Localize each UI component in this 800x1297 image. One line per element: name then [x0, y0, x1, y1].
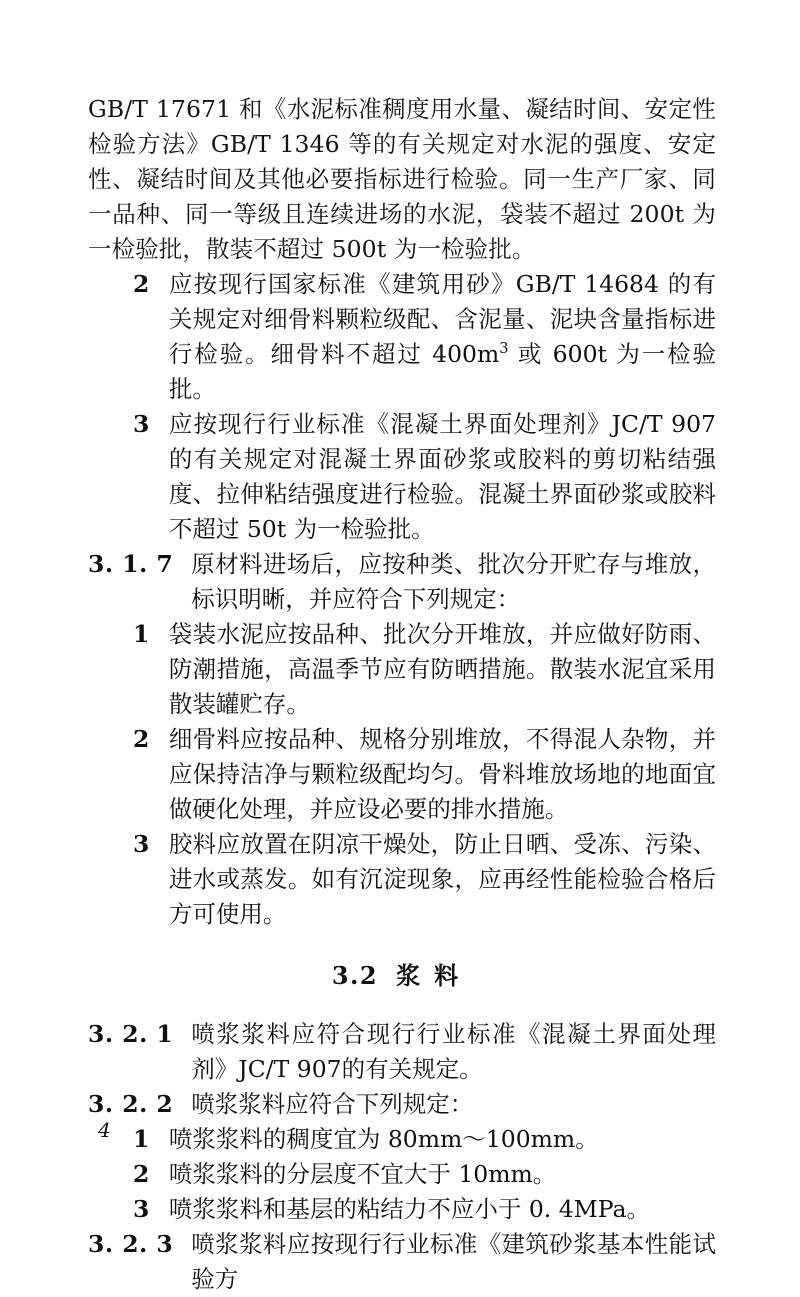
list-item-text: 喷浆浆料和基层的粘结力不应小于 0. 4MPa。	[168, 1195, 651, 1223]
page-number: 4	[98, 1118, 111, 1142]
section-number: 3.2	[331, 961, 379, 990]
list-item-text: 胶料应放置在阴凉干燥处，防止日晒、受冻、污染、进水或蒸发。如有沉淀现象，应再经性能检验合格后方可使用。	[168, 830, 716, 928]
list-item-number: 1	[133, 620, 150, 648]
list-item-text	[169, 267, 716, 407]
list-item-text-part-2: 或 600t 为一检验批。	[168, 340, 716, 403]
clause-text: 喷浆浆料应符合下列规定：	[191, 1090, 474, 1118]
section-heading-3-2	[88, 958, 716, 993]
list-item-number: 2	[133, 270, 150, 298]
list-item-3-2-2-1	[88, 1122, 716, 1157]
clause-3-2-1	[88, 1017, 716, 1087]
list-item-number: 2	[133, 725, 150, 753]
list-item-number: 1	[133, 1125, 150, 1153]
list-item-text: 喷浆浆料的稠度宜为 80mm～100mm。	[168, 1125, 599, 1153]
list-item-3-1-6-3	[88, 407, 716, 547]
list-item-3-1-6-2	[88, 267, 716, 407]
clause-number: 3. 1. 7	[88, 550, 174, 578]
list-item-text: 应按现行行业标准《混凝土界面处理剂》JC/T 907 的有关规定对混凝土界面砂浆或胶料的剪切粘结强度、拉伸粘结强度进行检验。混凝土界面砂浆或胶料不超过 50t 为一检验批。	[168, 410, 716, 543]
clause-text: 原材料进场后，应按种类、批次分开贮存与堆放，标识明晰，并应符合下列规定：	[191, 550, 716, 613]
clause-3-1-7	[88, 547, 716, 617]
list-item-text: 喷浆浆料的分层度不宜大于 10mm。	[168, 1160, 557, 1188]
list-item-number: 3	[133, 1195, 150, 1223]
clause-number: 3. 2. 3	[88, 1230, 174, 1258]
page-content	[88, 92, 716, 1297]
section-title: 浆料	[396, 961, 473, 990]
list-item-3-1-7-3	[88, 827, 716, 932]
list-item-number: 2	[133, 1160, 150, 1188]
list-item-number: 3	[133, 830, 150, 858]
clause-3-2-2	[88, 1087, 716, 1122]
clause-number: 3. 2. 2	[88, 1090, 174, 1118]
list-item-3-1-7-2	[88, 722, 716, 827]
list-item-3-2-2-2	[88, 1157, 716, 1192]
clause-text: 喷浆浆料应符合现行行业标准《混凝土界面处理剂》JC/T 907的有关规定。	[191, 1020, 716, 1083]
list-item-text: 袋装水泥应按品种、批次分开堆放，并应做好防雨、防潮措施，高温季节应有防晒措施。散装水泥宜采用散装罐贮存。	[168, 620, 716, 718]
list-item-number: 3	[133, 410, 150, 438]
list-item-3-2-2-3	[88, 1192, 716, 1227]
list-item-text: 细骨料应按品种、规格分别堆放，不得混人杂物，并应保持洁净与颗粒级配均匀。骨料堆放场地的地面宜做硬化处理，并应设必要的排水措施。	[168, 725, 716, 823]
list-item-text-part-1: 应按现行国家标准《建筑用砂》GB/T 14684 的有关规定对细骨料颗粒级配、含泥量、泥块含量指标进行检验。细骨料不超过 400m	[168, 270, 716, 368]
clause-number: 3. 2. 1	[88, 1020, 174, 1048]
list-item-3-1-7-1	[88, 617, 716, 722]
clause-3-2-3	[88, 1227, 716, 1297]
clause-text: 喷浆浆料应按现行行业标准《建筑砂浆基本性能试验方	[191, 1230, 716, 1293]
paragraph-continued: GB/T 17671 和《水泥标准稠度用水量、凝结时间、安定性检验方法》GB/T 1346 等的有关规定对水泥的强度、安定性、凝结时间及其他必要指标进行检验。同一生产厂家、同一品种、同一等级且连续进场的水泥，袋装不超过 200t 为一检验批，散装不超过 500t 为一检验批。	[88, 95, 716, 263]
superscript-cubic: 3	[499, 340, 509, 358]
